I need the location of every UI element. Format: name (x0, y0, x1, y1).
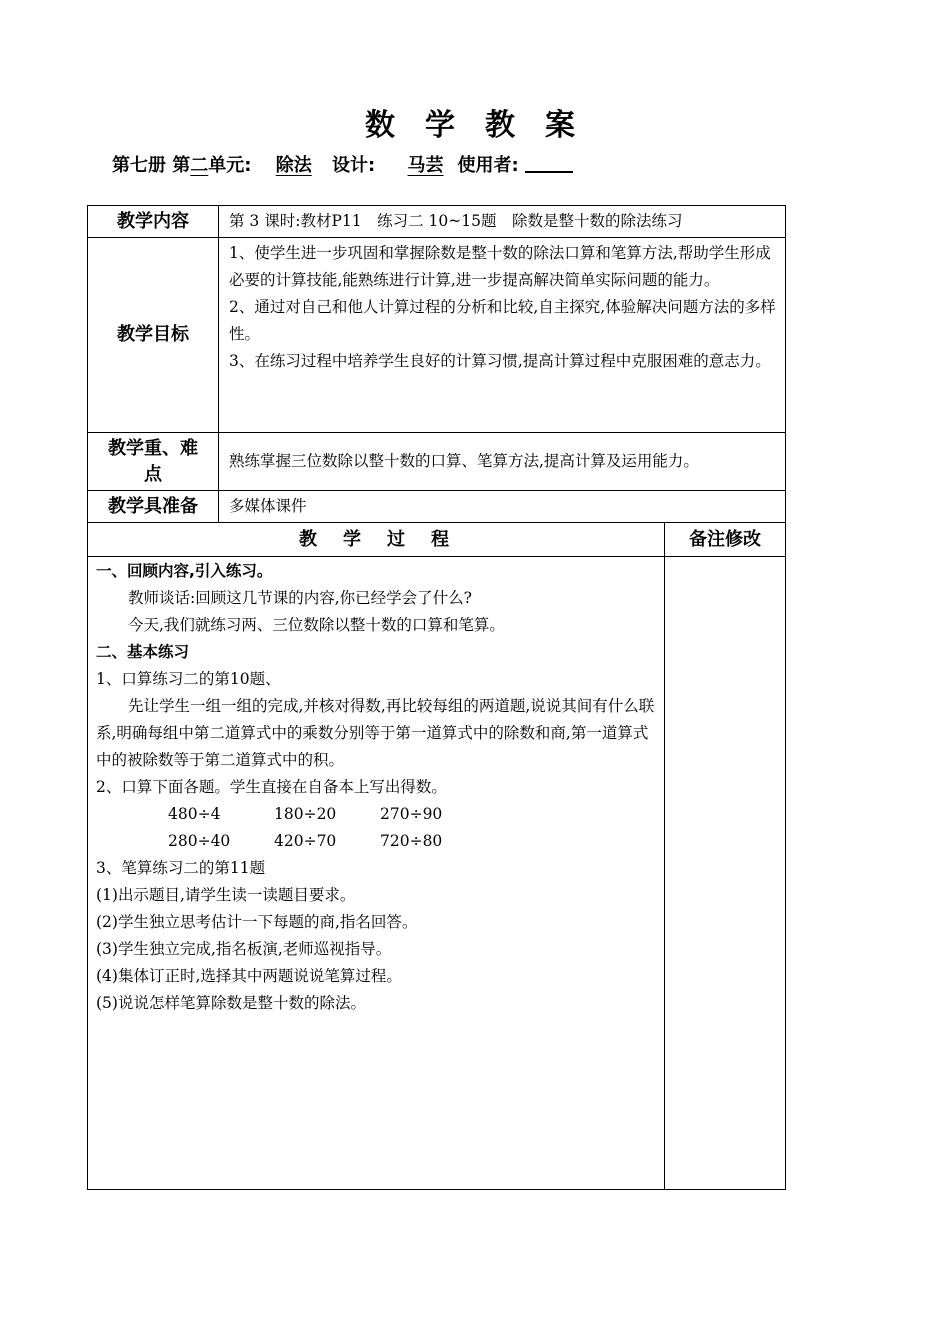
unit-name-text: 除法 (275, 155, 312, 176)
calc-expression: 420÷70 (274, 832, 337, 850)
calc-expression: 480÷4 (168, 805, 221, 823)
keypoints-label: 教学重、难点 (108, 437, 198, 485)
exercise-item: 1、口算练习二的第10题、 (96, 670, 281, 688)
goal-item: 2、通过对自己和他人计算过程的分析和比较,自主探究,体验解决问题方法的多样性。 (229, 298, 776, 343)
notes-header: 备注修改 (689, 528, 761, 550)
section-title: 二、基本练习 (96, 643, 190, 661)
exercise-item: 2、口算下面各题。学生直接在自备本上写出得数。 (96, 778, 447, 796)
unit-number: 二 (190, 155, 209, 176)
content-value: 第 3 课时:教材P11 练习二 10~15题 除数是整十数的除法练习 (229, 212, 683, 230)
goal-item: 1、使学生进一步巩固和掌握除数是整十数的除法口算和笔算方法,帮助学生形成必要的计算技能,能熟练进行计算,进一步提高解决简单实际问题的能力。 (229, 244, 771, 289)
content-label: 教学内容 (117, 210, 189, 232)
step-item: (5)说说怎样笔算除数是整十数的除法。 (96, 994, 366, 1012)
volume-label: 第七册 (112, 155, 166, 176)
paragraph: 教师谈话:回顾这几节课的内容,你已经学会了什么? (128, 589, 472, 607)
unit-name (258, 155, 320, 176)
calc-expression: 180÷20 (274, 805, 337, 823)
designer-label: 设计: (332, 155, 376, 176)
step-item: (1)出示题目,请学生读一读题目要求。 (96, 886, 356, 904)
step-item: (3)学生独立完成,指名板演,老师巡视指导。 (96, 940, 392, 958)
calc-expression: 280÷40 (168, 832, 231, 850)
user-label: 使用者: (457, 155, 519, 176)
goal-item: 3、在练习过程中培养学生良好的计算习惯,提高计算过程中克服困难的意志力。 (229, 352, 771, 370)
prep-value: 多媒体课件 (229, 497, 307, 515)
prep-label: 教学具准备 (108, 495, 198, 517)
designer-name (382, 155, 458, 176)
goals-label: 教学目标 (117, 324, 189, 345)
keypoints-value: 熟练掌握三位数除以整十数的口算、笔算方法,提高计算及运用能力。 (229, 452, 699, 470)
unit-prefix: 第 (172, 155, 191, 176)
exercise-item: 3、笔算练习二的第11题 (96, 859, 266, 877)
calc-row (96, 801, 658, 828)
unit-suffix: 单元: (208, 155, 252, 176)
calc-expression: 270÷90 (380, 805, 443, 823)
section-title: 一、回顾内容,引入练习。 (96, 562, 273, 580)
process-content (96, 558, 658, 1017)
page-title: 数学教案 (365, 108, 605, 143)
notes-cell (665, 557, 785, 1189)
paragraph: 今天,我们就练习两、三位数除以整十数的口算和笔算。 (128, 616, 505, 634)
goals-list (219, 238, 785, 432)
calc-row (96, 828, 658, 855)
process-header: 教 学 过 程 (299, 528, 453, 550)
lesson-info-line (112, 152, 573, 180)
user-blank (525, 153, 573, 173)
step-item: (4)集体订正时,选择其中两题说说笔算过程。 (96, 967, 402, 985)
lesson-plan-table (87, 205, 786, 1190)
calc-expression: 720÷80 (380, 832, 443, 850)
paragraph: 先让学生一组一组的完成,并核对得数,再比较每组的两道题,说说其间有什么联系,明确每组中第二道算式中的乘数分别等于第一道算式中的除数和商,第一道算式中的被除数等于第二道算式中的积。 (96, 697, 655, 769)
step-item: (2)学生独立思考估计一下每题的商,指名回答。 (96, 913, 418, 931)
designer-name-text: 马芸 (407, 155, 444, 176)
